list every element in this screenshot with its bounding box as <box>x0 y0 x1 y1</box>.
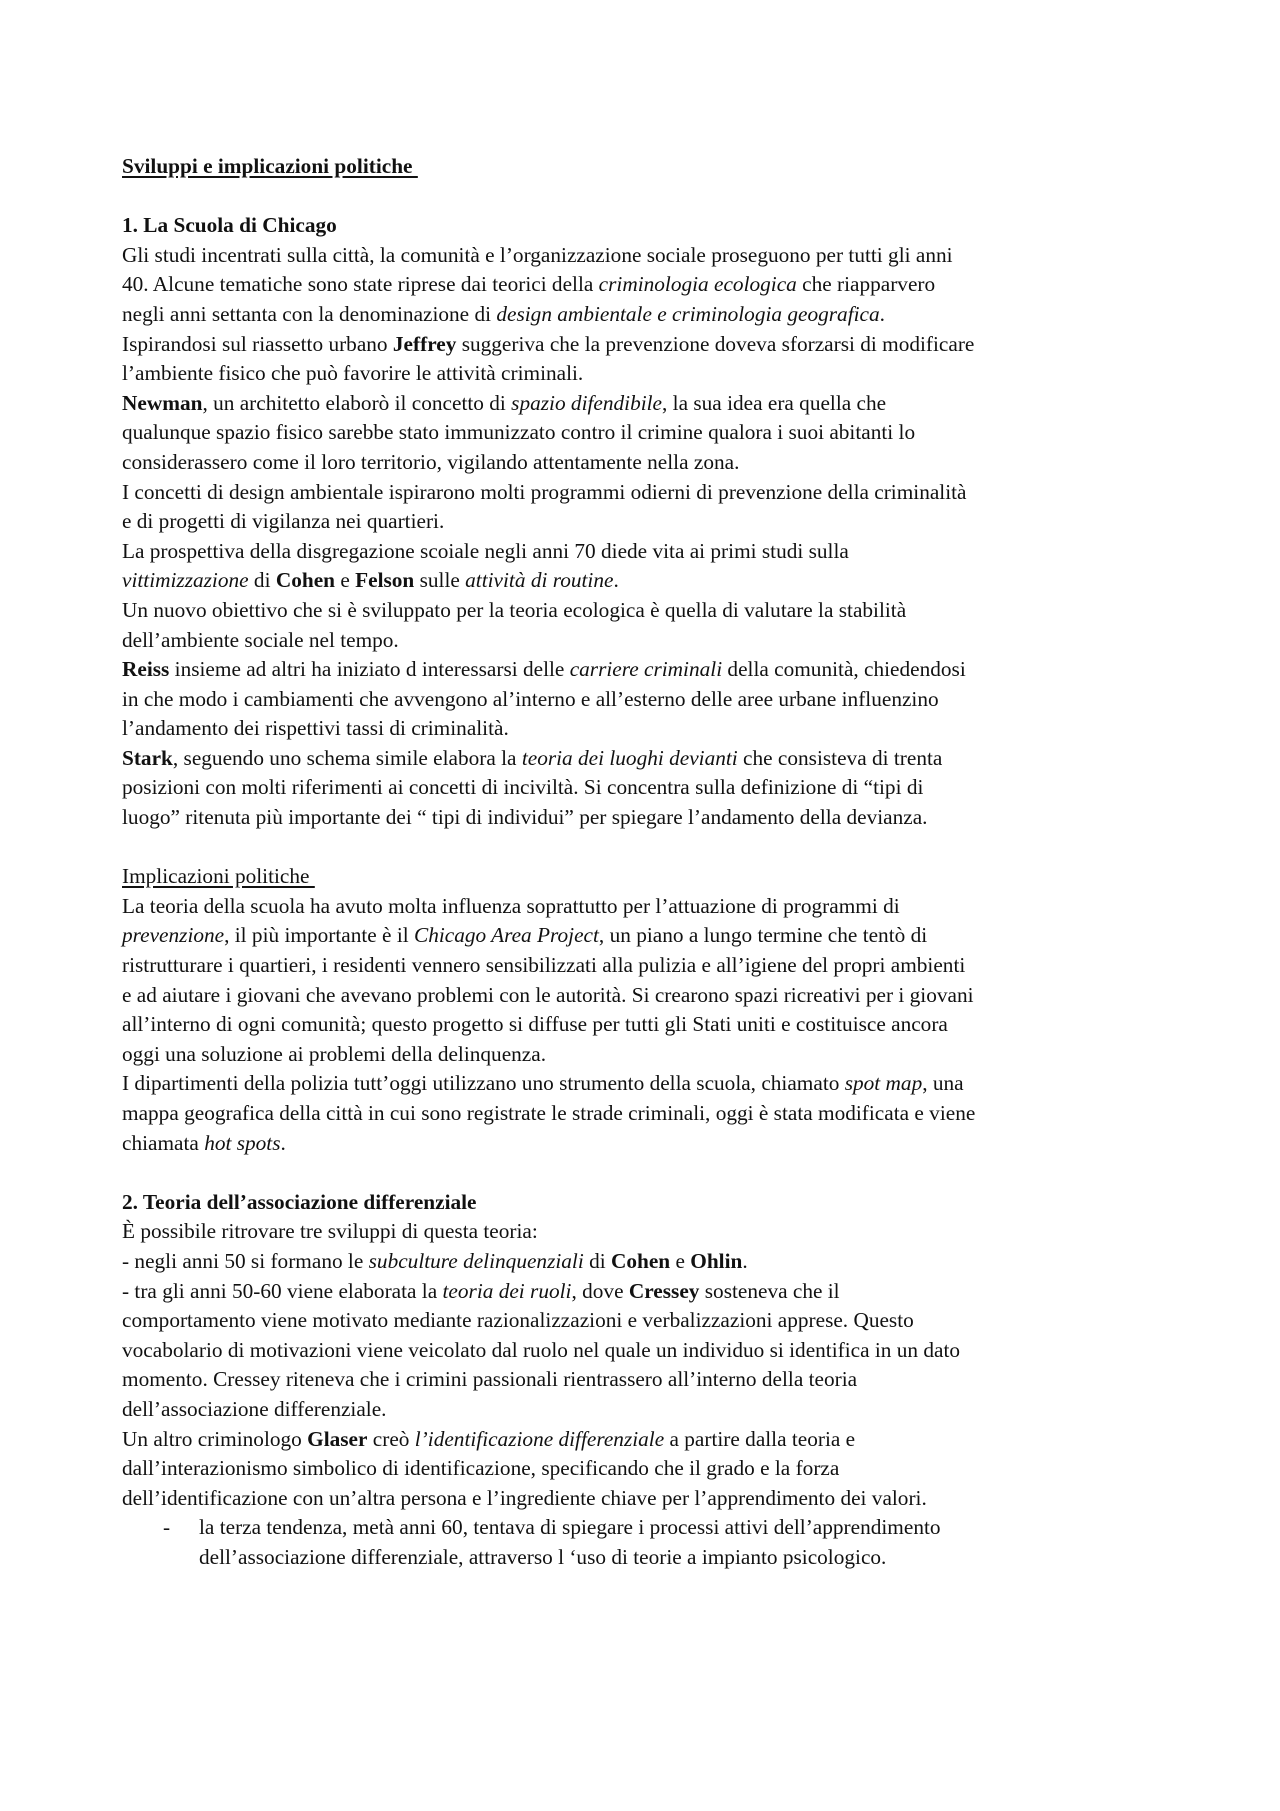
text-line: I dipartimenti della polizia tutt’oggi utilizzano uno strumento della scuola, chiamato spot map, una <box>122 1071 964 1096</box>
paragraph <box>122 330 1182 389</box>
text-line: prevenzione, il più importante è il Chicago Area Project, un piano a lungo termine che tentò di <box>122 923 928 948</box>
italic-term: attività di routine <box>465 568 614 593</box>
text-line: - negli anni 50 si formano le subculture delinquenziali di Cohen e Ohlin. <box>122 1248 748 1273</box>
list-line: dell’associazione differenziale, attraverso l ‘uso di teorie a impianto psicologico. <box>199 1544 887 1569</box>
text-line: ristrutturare i quartieri, i residenti vennero sensibilizzati alla pulizia e all’igiene del propri ambienti <box>122 953 966 978</box>
text-line: Stark, seguendo uno schema simile elabora la teoria dei luoghi devianti che consisteva di trenta <box>122 745 943 770</box>
italic-term: hot spots <box>204 1130 281 1155</box>
text-line: dell’ambiente sociale nel tempo. <box>122 627 399 652</box>
text-line: comportamento viene motivato mediante razionalizzazioni e verbalizzazioni apprese. Questo <box>122 1308 914 1333</box>
section-heading-associazione: 2. Teoria dell’associazione differenziale <box>122 1189 477 1214</box>
text-line: luogo” ritenuta più importante dei “ tipi di individui” per spiegare l’andamento della devianza. <box>122 805 928 830</box>
bold-name: Cohen <box>275 568 335 593</box>
document-title <box>122 152 1182 182</box>
text-line: dell’identificazione con un’altra persona e l’ingrediente chiave per l’apprendimento dei valori. <box>122 1485 927 1510</box>
bold-name: Ohlin <box>690 1248 743 1273</box>
italic-term: l’identificazione differenziale <box>414 1426 665 1451</box>
italic-term: vittimizzazione <box>122 568 249 593</box>
text-line: È possibile ritrovare tre sviluppi di questa teoria: <box>122 1219 538 1244</box>
title-text: Sviluppi e implicazioni politiche <box>122 154 418 178</box>
bold-name: Newman <box>122 390 203 415</box>
subheading-implicazioni: Implicazioni politiche <box>122 864 315 889</box>
text-line: dell’associazione differenziale. <box>122 1396 387 1421</box>
bold-name: Stark <box>122 745 173 770</box>
text-line: dall’interazionismo simbolico di identificazione, specificando che il grado e la forza <box>122 1456 840 1481</box>
italic-term: prevenzione <box>122 923 225 948</box>
bold-name: Felson <box>355 568 415 593</box>
paragraph <box>122 744 1182 833</box>
text-line: e ad aiutare i giovani che avevano problemi con le autorità. Si crearono spazi ricreativi per i giovani <box>122 982 974 1007</box>
text-line: posizioni con molti riferimenti ai concetti di inciviltà. Si concentra sulla definizione di “tipi di <box>122 775 924 800</box>
paragraph <box>122 892 1182 1070</box>
bold-name: Glaser <box>307 1426 368 1451</box>
italic-term: carriere criminali <box>569 657 723 682</box>
text-line: La teoria della scuola ha avuto molta influenza soprattutto per l’attuazione di programmi di <box>122 893 900 918</box>
italic-term: spazio difendibile <box>511 390 663 415</box>
text-line: all’interno di ogni comunità; questo progetto si diffuse per tutti gli Stati uniti e costituisce ancora <box>122 1012 948 1037</box>
text-line: negli anni settanta con la denominazione di design ambientale e criminologia geografica. <box>122 301 885 326</box>
text-line: mappa geografica della città in cui sono registrate le strade criminali, oggi è stata modificata e viene <box>122 1101 976 1125</box>
text-line: in che modo i cambiamenti che avvengono al’interno e all’esterno delle aree urbane influenzino <box>122 686 939 711</box>
text-line: Un altro criminologo Glaser creò l’identificazione differenziale a partire dalla teoria e <box>122 1426 856 1451</box>
text-line: I concetti di design ambientale ispirarono molti programmi odierni di prevenzione della criminalità <box>122 479 967 504</box>
list-marker: - <box>163 1515 171 1540</box>
text-line: oggi una soluzione ai problemi della delinquenza. <box>122 1041 547 1066</box>
text-line: qualunque spazio fisico sarebbe stato immunizzato contro il crimine qualora i suoi abitanti lo <box>122 420 916 445</box>
text-line: l’ambiente fisico che può favorire le attività criminali. <box>122 361 584 386</box>
italic-term: spot map <box>844 1071 923 1096</box>
text-line: vittimizzazione di Cohen e Felson sulle attività di routine. <box>122 568 619 593</box>
paragraph <box>122 537 1182 596</box>
spacer <box>122 1158 1182 1188</box>
text-line: momento. Cressey riteneva che i crimini passionali rientrassero all’interno della teoria <box>122 1367 858 1392</box>
italic-term: teoria dei ruoli <box>442 1278 572 1303</box>
text-line: - tra gli anni 50-60 viene elaborata la teoria dei ruoli, dove Cressey sosteneva che il <box>122 1278 840 1303</box>
paragraph <box>122 655 1182 744</box>
paragraph <box>122 478 1182 537</box>
text-line: 40. Alcune tematiche sono state riprese dai teorici della criminologia ecologica che riapparvero <box>122 272 936 297</box>
text-line: La prospettiva della disgregazione scoiale negli anni 70 diede vita ai primi studi sulla <box>122 538 849 563</box>
italic-term: criminologia ecologica <box>598 272 797 297</box>
document-page <box>122 152 1182 1573</box>
paragraph <box>122 1069 1182 1158</box>
spacer <box>122 182 1182 212</box>
text-line: Un nuovo obiettivo che si è sviluppato per la teoria ecologica è quella di valutare la stabilità <box>122 597 907 622</box>
bold-name: Cohen <box>610 1248 671 1273</box>
text-line: Ispirandosi sul riassetto urbano Jeffrey suggeriva che la prevenzione doveva sforzarsi di modificare <box>122 331 975 356</box>
paragraph <box>122 1425 1182 1514</box>
italic-term: design ambientale e criminologia geografica <box>496 301 880 326</box>
list-line: - la terza tendenza, metà anni 60, tentava di spiegare i processi attivi dell’apprendimento <box>122 1513 1182 1543</box>
text-line: Gli studi incentrati sulla città, la comunità e l’organizzazione sociale proseguono per tutti gli anni <box>122 242 953 267</box>
text-line: chiamata hot spots. <box>122 1130 286 1155</box>
text-line: Reiss insieme ad altri ha iniziato d interessarsi delle carriere criminali della comunità, chiedendosi <box>122 657 966 682</box>
italic-term: teoria dei luoghi devianti <box>521 745 738 770</box>
italic-term: subculture delinquenziali <box>368 1248 584 1273</box>
text-line: Newman, un architetto elaborò il concetto di spazio difendibile, la sua idea era quella che <box>122 390 887 415</box>
text-line: e di progetti di vigilanza nei quartieri. <box>122 509 445 534</box>
paragraph <box>122 389 1182 478</box>
paragraph <box>122 1277 1182 1425</box>
bold-name: Cressey <box>628 1278 700 1303</box>
spacer <box>122 833 1182 863</box>
section-heading-chicago: 1. La Scuola di Chicago <box>122 213 337 238</box>
text-line: considerassero come il loro territorio, vigilando attentamente nella zona. <box>122 449 740 474</box>
bold-name: Reiss <box>122 657 170 682</box>
text-line: l’andamento dei rispettivi tassi di criminalità. <box>122 716 509 741</box>
bold-name: Jeffrey <box>392 331 457 356</box>
paragraph <box>122 596 1182 655</box>
text-line: vocabolario di motivazioni viene veicolato dal ruolo nel quale un individuo si identifica in un dato <box>122 1337 961 1362</box>
paragraph <box>122 241 1182 330</box>
list-item <box>122 1513 1182 1572</box>
italic-term: Chicago Area Project <box>413 923 599 948</box>
